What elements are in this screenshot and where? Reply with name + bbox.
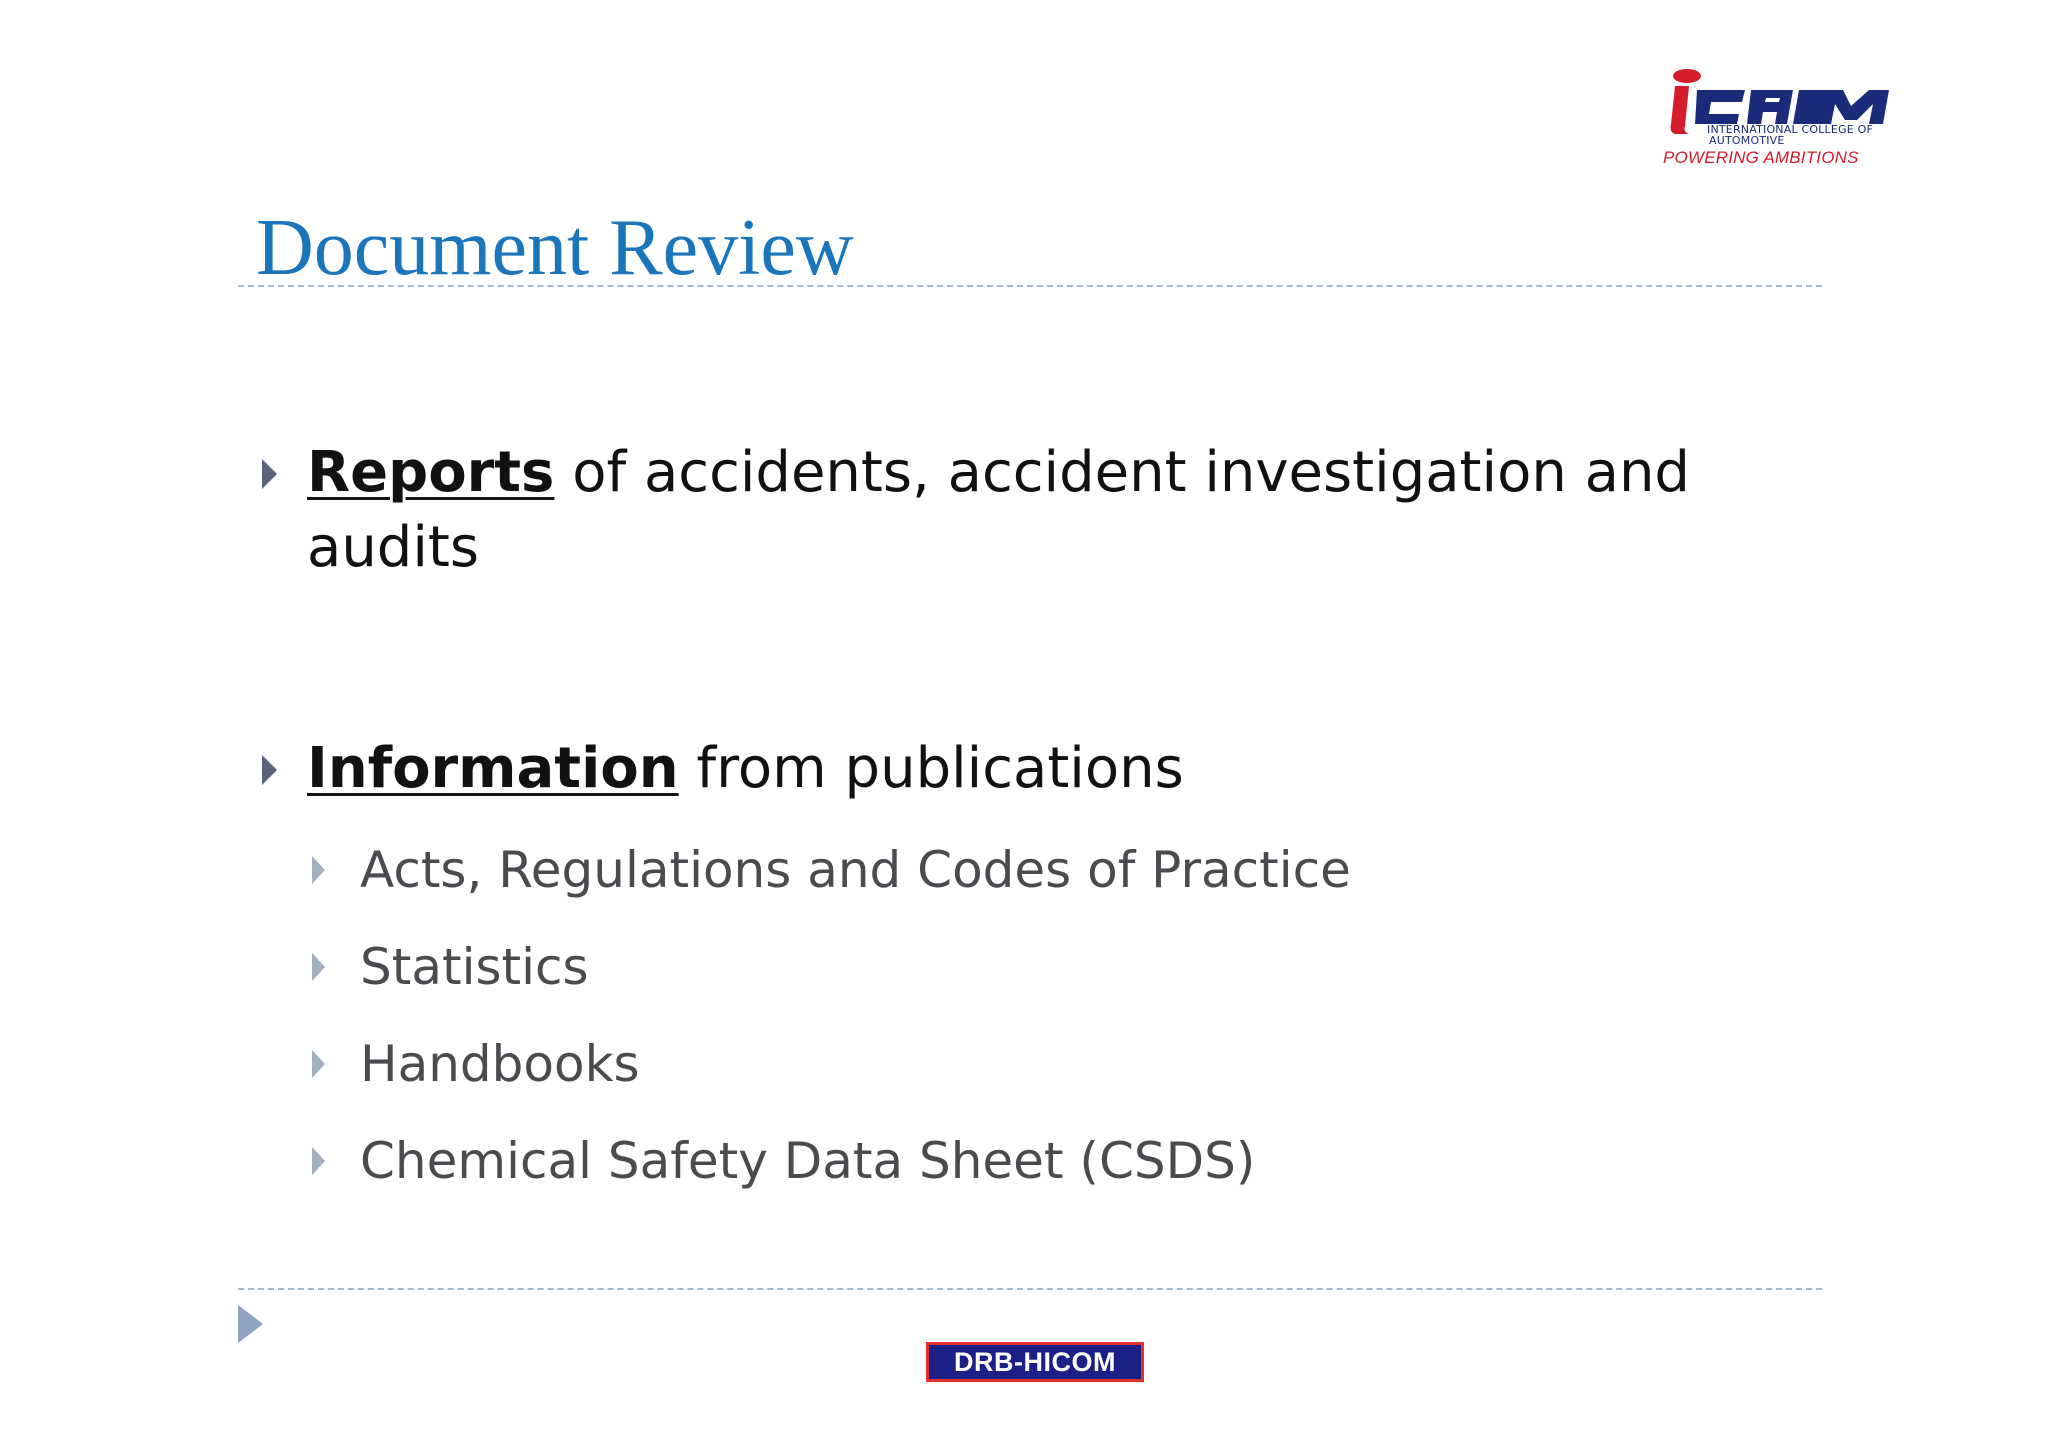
bullet-keyword: Reports <box>307 440 555 505</box>
sub-bullet-item: Statistics <box>360 938 589 996</box>
bullet-keyword: Information <box>307 736 679 801</box>
sub-bullet-arrow-icon <box>312 1050 325 1078</box>
sub-bullet-arrow-icon <box>312 856 325 884</box>
bullet-arrow-icon <box>262 755 277 785</box>
slide-title: Document Review <box>256 204 854 292</box>
sub-bullet-item: Chemical Safety Data Sheet (CSDS) <box>360 1132 1256 1190</box>
sub-bullet-arrow-icon <box>312 953 325 981</box>
icam-logo <box>1655 66 1895 176</box>
bullet-reports <box>307 435 1690 511</box>
sub-bullet-item: Acts, Regulations and Codes of Practice <box>360 841 1351 899</box>
bullet-text: of accidents, accident investigation and <box>554 440 1690 505</box>
bullet-text: from publications <box>678 736 1184 801</box>
footer-divider <box>238 1288 1822 1290</box>
sub-bullet-arrow-icon <box>312 1147 325 1175</box>
drb-hicom-logo: DRB-HICOM <box>926 1342 1144 1382</box>
bullet-arrow-icon <box>262 459 277 489</box>
sub-bullet-item: Handbooks <box>360 1035 640 1093</box>
logo-tagline: POWERING AMBITIONS <box>1663 148 1859 167</box>
triangle-right-icon <box>238 1305 263 1343</box>
bullet-information <box>307 731 1184 807</box>
title-divider <box>238 285 1822 287</box>
college-name: INTERNATIONAL COLLEGE OF AUTOMOTIVE <box>1707 123 1873 147</box>
bullet-reports-continuation: audits <box>307 515 480 580</box>
